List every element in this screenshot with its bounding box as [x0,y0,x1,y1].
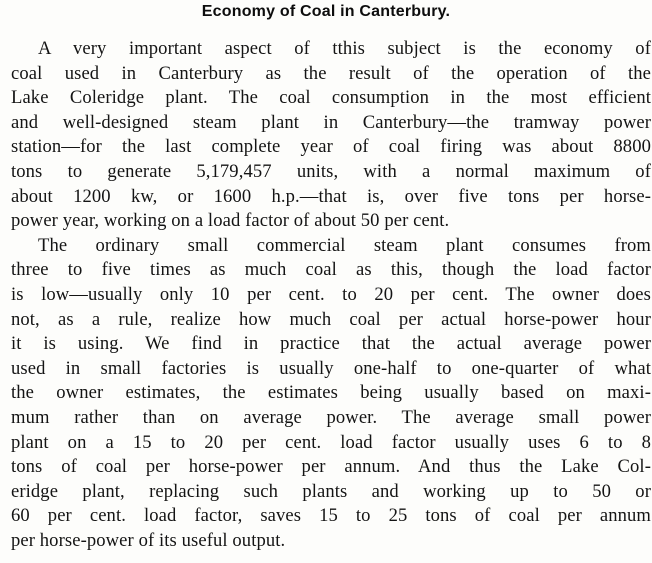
text-line: eridge plant, replacing such plants and working up to 50 or [11,480,651,502]
paragraph-2 [11,234,651,554]
text-line: 60 per cent. load factor, saves 15 to 25 tons of coal per annum [11,505,651,527]
text-line: the owner estimates, the estimates being usually based on maxi- [11,382,651,404]
text-line: not, as a rule, realize how much coal per actual horse-power hour [11,308,651,330]
article-body [11,37,651,553]
text-line: per horse-power of its useful output. [11,529,286,551]
paragraph-1 [11,37,651,234]
article-title: Economy of Coal in Canterbury. [201,3,451,20]
text-line: tons to generate 5,179,457 units, with a normal maximum of [11,160,651,182]
text-line: station—for the last complete year of coal firing was about 8800 [11,136,651,158]
text-line: it is using. We find in practice that the actual average power [11,333,651,355]
text-line: is low—usually only 10 per cent. to 20 per cent. The owner does [11,283,651,305]
text-line: tons of coal per horse-power per annum. And thus the Lake Col- [11,456,651,478]
text-line: A very important aspect of tthis subject is the economy of [38,38,651,59]
text-line: The ordinary small commercial steam plant consumes from [38,234,651,256]
text-line: about 1200 kw, or 1600 h.p.—that is, over five tons per horse- [11,185,651,207]
text-line: three to five times as much coal as this, though the load factor [11,259,651,281]
text-line: mum rather than on average power. The average small power [11,406,651,428]
text-line: and well-designed steam plant in Canterbury—the tramway power [11,111,651,133]
text-line: coal used in Canterbury as the result of the operation of the [11,62,651,84]
text-line: Lake Coleridge plant. The coal consumption in the most efficient [11,87,651,109]
text-line: power year, working on a load factor of about 50 per cent. [11,210,450,232]
text-line: plant on a 15 to 20 per cent. load factor usually uses 6 to 8 [11,431,651,453]
text-line: used in small factories is usually one-half to one-quarter of what [11,357,651,379]
